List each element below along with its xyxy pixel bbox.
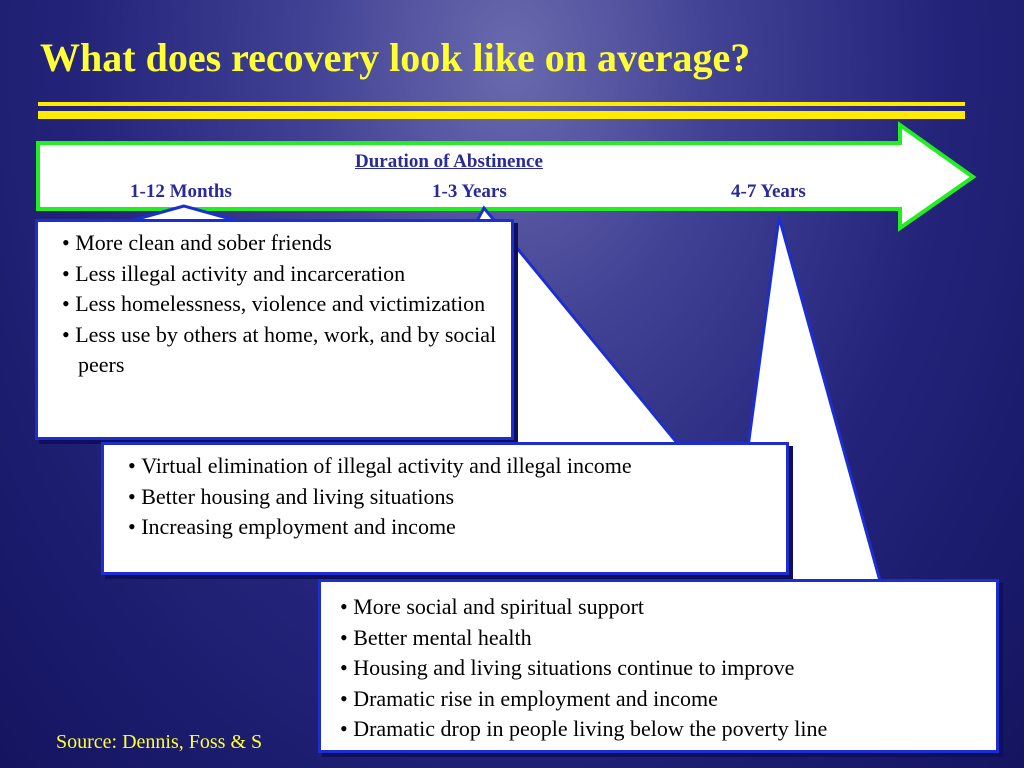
outcome-item: • Virtual elimination of illegal activity and illegal income xyxy=(128,451,776,482)
outcome-item: • More clean and sober friends xyxy=(62,228,501,259)
outcome-item: • More social and spiritual support xyxy=(340,592,988,623)
outcome-item: • Less use by others at home, work, and by social peers xyxy=(62,320,501,381)
callout-4-7-years xyxy=(318,579,999,753)
outcome-item: • Better housing and living situations xyxy=(128,482,776,513)
stage-4-7-years: 4-7 Years xyxy=(731,181,806,202)
outcome-list xyxy=(340,592,988,745)
outcome-item: • Dramatic rise in employment and income xyxy=(340,684,988,715)
outcome-item: • Housing and living situations continue to improve xyxy=(340,653,988,684)
stage-1-3-years: 1-3 Years xyxy=(432,181,507,202)
outcome-item: • Less homelessness, violence and victimization xyxy=(62,289,501,320)
slide-title: What does recovery look like on average? xyxy=(40,35,751,80)
outcome-item: • Increasing employment and income xyxy=(128,512,776,543)
source-citation: Source: Dennis, Foss & S xyxy=(56,731,263,753)
outcome-list xyxy=(128,451,776,543)
callout-1-12-months xyxy=(35,219,514,440)
callout-1-3-years xyxy=(101,442,789,575)
outcome-item: • Dramatic drop in people living below the poverty line xyxy=(340,714,988,745)
outcome-item: • Less illegal activity and incarceration xyxy=(62,259,501,290)
stage-1-12-months: 1-12 Months xyxy=(130,181,232,202)
arrow-heading: Duration of Abstinence xyxy=(355,151,543,172)
outcome-list xyxy=(62,228,501,381)
outcome-item: • Better mental health xyxy=(340,623,988,654)
